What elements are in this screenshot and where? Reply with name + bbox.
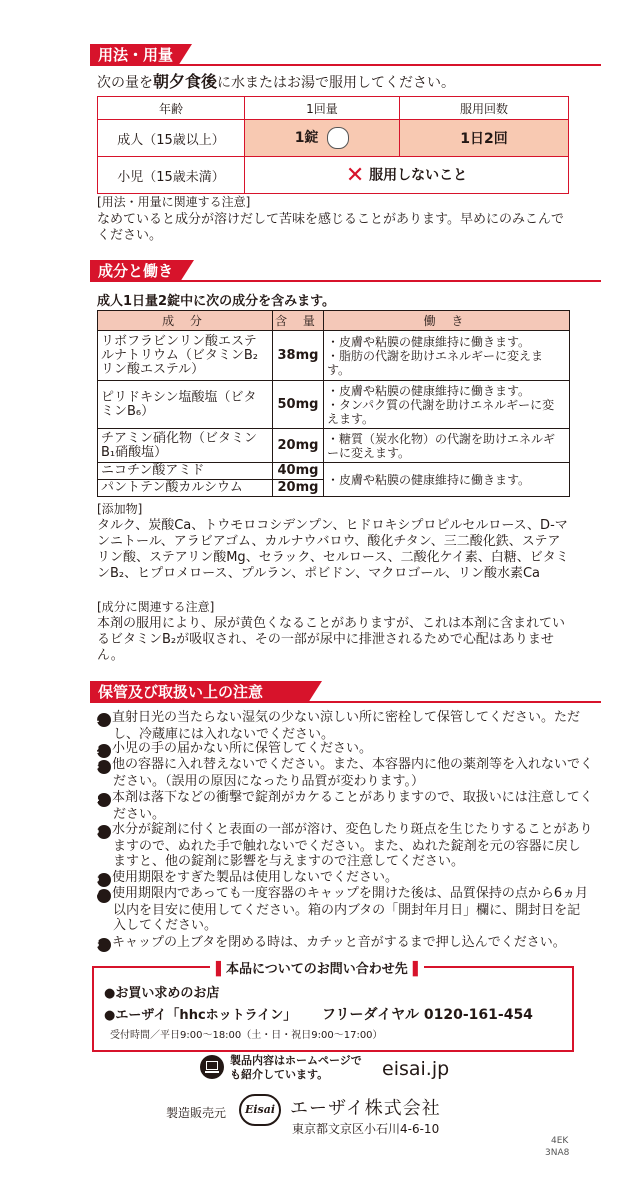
code-3na8: 3NA8 — [545, 1148, 570, 1158]
dosage-header-age: 年齢 — [98, 97, 245, 120]
usage-intro-bold: 朝夕食後 — [153, 72, 218, 91]
ingredients-header-amount: 含 量 — [273, 311, 324, 331]
dosage-table — [97, 96, 569, 194]
storage-item — [92, 757, 594, 789]
ingredient-amount: 40mg — [273, 463, 324, 480]
dosage-adult-dose — [245, 120, 400, 157]
ingredient-name: パントテン酸カルシウム — [98, 480, 273, 497]
storage-item — [92, 886, 593, 933]
ingredient-name: ピリドキシン塩酸塩（ビタミンB₆） — [98, 381, 273, 429]
ingredients-caution-text: 本剤の服用により、尿が黄色くなることがありますが、これは本剤に含まれているビタミンB₂が吸収され、その一部が尿中に排泄されるためで心配はありません。 — [97, 616, 566, 663]
storage-item-text: 使用期限内であっても一度容器のキャップを開けた後は、品質保持の点から6ヵ月以内を目安に使用してください。箱の内ブタの「開封年月日」欄に、開封日を記入してください。 — [112, 886, 589, 933]
storage-item — [92, 935, 593, 952]
storage-item-text: 本剤は落下などの衝撃で錠剤がカケることがありますので、取扱いには注意してください。 — [112, 790, 593, 822]
contact-line-store: ●お買い求めのお店 — [104, 986, 220, 1001]
number-badge-icon: 1 — [97, 713, 111, 727]
child-note-text: 服用しないこと — [369, 167, 468, 183]
ingredient-name: ニコチン酸アミド — [98, 463, 273, 480]
contact-freedial: フリーダイヤル 0120-161-454 — [322, 1007, 533, 1023]
ingredient-effect: ・皮膚や粘膜の健康維持に働きます。 — [324, 463, 570, 497]
web-note: 製品内容はホームページでも紹介しています。 — [230, 1054, 362, 1081]
storage-item — [92, 741, 593, 758]
storage-item-text: 水分が錠剤に付くと表面の一部が溶け、変色したり斑点を生じたりすることがありますので、ぬれた手で触れないでください。また、ぬれた錠剤を元の容器に戻しますと、他の錠剤に影響を与えますので注意してください。 — [112, 822, 593, 869]
company-name: エーザイ株式会社 — [290, 1098, 441, 1119]
section-rule — [90, 280, 601, 282]
usage-intro-pre: 次の量を — [97, 75, 153, 91]
usage-intro-post: に水またはお湯で服用してください。 — [217, 75, 456, 91]
computer-icon — [200, 1055, 224, 1079]
dosage-header-times: 服用回数 — [400, 97, 569, 120]
storage-item — [92, 870, 593, 887]
storage-item — [92, 710, 593, 742]
storage-item-text: キャップの上ブタを閉める時は、カチッと音がするまで押し込んでください。 — [112, 935, 566, 950]
ingredient-name: リボフラビンリン酸エステルナトリウム（ビタミンB₂リン酸エステル） — [98, 331, 273, 381]
contact-line-hotline: ●エーザイ「hhcホットライン」 — [104, 1008, 297, 1023]
adult-dose-text: 1錠 — [294, 130, 319, 146]
storage-item — [92, 822, 593, 869]
dosage-child-note — [245, 157, 569, 194]
storage-item-text: 小児の手の届かない所に保管してください。 — [112, 741, 373, 756]
maker-label: 製造販売元 — [166, 1106, 227, 1120]
ingredient-amount: 38mg — [273, 331, 324, 381]
section-heading-ingredients: 成分と働き — [90, 260, 180, 282]
contact-title-text: 本品についてのお問い合わせ先 — [226, 962, 408, 977]
number-badge-icon: 4 — [97, 793, 111, 807]
ingredients-table — [97, 310, 570, 497]
storage-item-text: 使用期限をすぎた製品は使用しないでください。 — [112, 870, 399, 885]
website-link[interactable]: eisai.jp — [382, 1058, 450, 1080]
storage-item-text: 他の容器に入れ替えないでください。また、本容器内に他の薬剤等を入れないでください。（誤用の原因になったり品質が変わります。） — [112, 757, 594, 789]
section-rule — [90, 64, 601, 66]
ingredients-header-effect: 働 き — [324, 311, 570, 331]
additives-text: タルク、炭酸Ca、トウモロコシデンプン、ヒドロキシプロピルセルロース、D-マンニトール、アラビアゴム、カルナウバロウ、酸化チタン、三二酸化鉄、ステアリン酸、ステアリン酸Mg、セラック、セルロース、二酸化ケイ素、白糖、ビタミンB₂、ヒプロメロース、プルラン、ポビドン、マクロゴール、リン酸水素Ca — [97, 518, 569, 581]
ingredient-effect: ・皮膚や粘膜の健康維持に働きます。 ・脂肪の代謝を助けエネルギーに変えます。 — [324, 331, 570, 381]
number-badge-icon: 3 — [97, 760, 111, 774]
ingredients-intro: 成人1日量2錠中に次の成分を含みます。 — [97, 294, 336, 309]
ingredient-amount: 20mg — [273, 480, 324, 497]
tablet-icon — [327, 127, 349, 149]
dosage-child-age: 小児（15歳未満） — [98, 157, 245, 194]
storage-item-text: 直射日光の当たらない湿気の少ない涼しい所に密栓して保管してください。ただし、冷蔵庫には入れないでください。 — [112, 710, 581, 742]
number-badge-icon: 5 — [97, 825, 111, 839]
contact-hours: 受付時間／平日9:00〜18:00（土・日・祝日9:00〜17:00） — [110, 1030, 383, 1041]
dosage-adult-age: 成人（15歳以上） — [98, 120, 245, 157]
section-heading-storage: 保管及び取扱い上の注意 — [90, 681, 308, 703]
usage-caution-label: [用法・用量に関連する注意] — [97, 195, 251, 209]
usage-caution-text: なめていると成分が溶けだして苦味を感じることがあります。早めにのみこんでください。 — [97, 212, 564, 243]
ingredients-caution-label: [成分に関連する注意] — [97, 600, 215, 614]
section-heading-usage: 用法・用量 — [90, 44, 178, 66]
number-badge-icon: 7 — [97, 889, 111, 903]
ingredient-amount: 50mg — [273, 381, 324, 429]
cross-icon: ✕ — [345, 162, 365, 188]
additives-label: [添加物] — [97, 502, 143, 516]
ingredient-effect: ・皮膚や粘膜の健康維持に働きます。 ・タンパク質の代謝を助けエネルギーに変えます。 — [324, 381, 570, 429]
eisai-logo: Eisai — [239, 1094, 281, 1126]
ingredient-amount: 20mg — [273, 429, 324, 463]
section-rule — [90, 701, 601, 703]
company-address: 東京都文京区小石川4-6-10 — [292, 1122, 440, 1136]
storage-item — [92, 790, 593, 822]
usage-intro — [97, 74, 455, 91]
ingredients-header-name: 成 分 — [98, 311, 273, 331]
ingredient-effect: ・糖質（炭水化物）の代謝を助けエネルギーに変えます。 — [324, 429, 570, 463]
code-4ek: 4EK — [551, 1136, 569, 1146]
number-badge-icon: 2 — [97, 744, 111, 758]
dosage-header-dose: 1回量 — [245, 97, 400, 120]
number-badge-icon: 6 — [97, 873, 111, 887]
number-badge-icon: 8 — [97, 938, 111, 952]
contact-title: ▌本品についてのお問い合わせ先▐ — [210, 958, 424, 977]
ingredient-name: チアミン硝化物（ビタミンB₁硝酸塩） — [98, 429, 273, 463]
dosage-adult-times: 1日2回 — [400, 120, 569, 157]
